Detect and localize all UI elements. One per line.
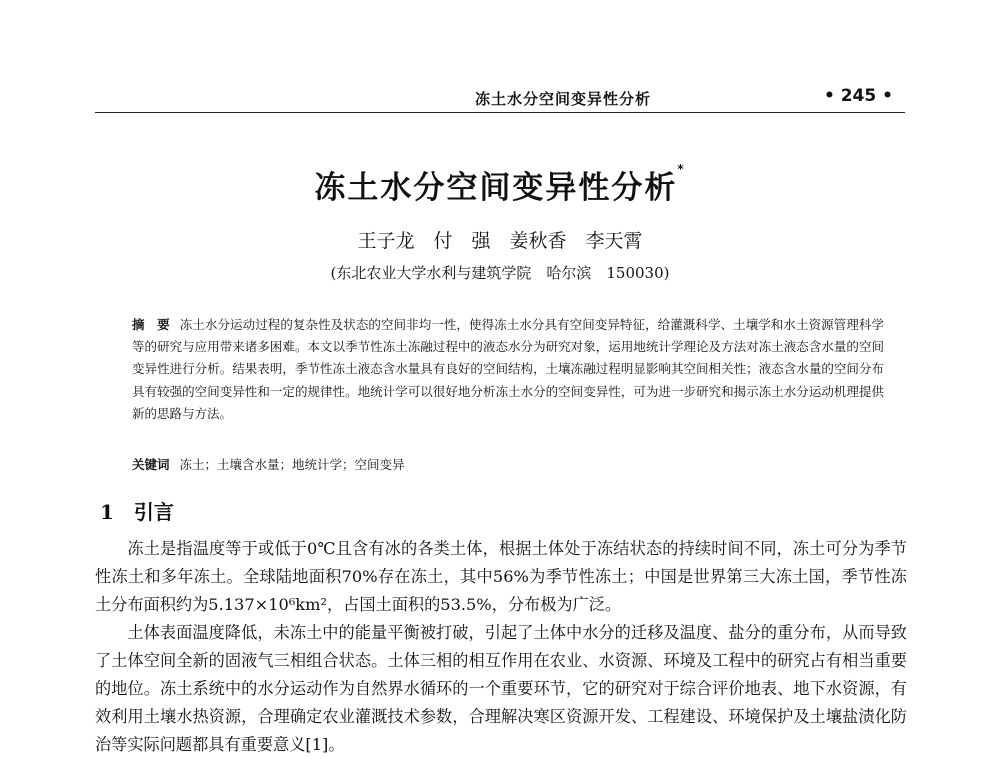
- paper-title: [0, 162, 1000, 207]
- paragraph: 冻土是指温度等于或低于0℃且含有冰的各类土体，根据土体处于冻结状态的持续时间不同，冻土可分为季节性冻土和多年冻土。全球陆地面积70%存在冻土，其中56%为季节性冻土；中国是世界第三大冻土国，季节性冻土分布面积约为5.137×10⁶km²，占国土面积的53.5%，分布极为广泛。: [95, 539, 907, 614]
- keywords-text: 冻土；土壤含水量；地统计学；空间变异: [179, 457, 405, 472]
- keywords-label: 关键词: [132, 457, 170, 472]
- affiliation: (东北农业大学水利与建筑学院 哈尔滨 150030): [330, 264, 670, 282]
- abstract-text: 冻土水分运动过程的复杂性及状态的空间非均一性，使得冻土水分具有空间变异特征，给灌溉科学、土壤学和水土资源管理科学等的研究与应用带来诸多困难。本文以季节性冻土冻融过程中的液态水分为研究对象，运用地统计学理论及方法对冻土液态含水量的空间变异性进行分析。结果表明，季节性冻土液态含水量具有良好的空间结构，土壤冻融过程明显影响其空间相关性；液态含水量的空间分布具有较强的空间变异性和一定的规律性。地统计学可以很好地分析冻土水分的空间变异性，可为进一步研究和揭示冻土水分运动机理提供新的思路与方法。: [132, 317, 884, 421]
- body-text: [95, 535, 907, 759]
- title-footnote-mark: *: [677, 162, 686, 176]
- section-heading: 1 引言: [100, 500, 174, 524]
- paragraph: 土体表面温度降低，未冻土中的能量平衡被打破，引起了土体中水分的迁移及温度、盐分的重分布，从而导致了土体空间全新的固液气三相组合状态。土体三相的相互作用在农业、水资源、环境及工程中的研究占有相当重要的地位。冻土系统中的水分运动作为自然界水循环的一个重要环节，它的研究对于综合评价地表、地下水资源，有效利用土壤水热资源，合理确定农业灌溉技术参数，合理解决寒区资源开发、工程建设、环境保护及土壤盐渍化防治等实际问题都具有重要意义[1]。: [95, 623, 907, 754]
- title-text: 冻土水分空间变异性分析: [314, 170, 678, 206]
- page-number: • 245 •: [823, 86, 893, 106]
- abstract: [132, 314, 884, 425]
- authors: 王子龙 付 强 姜秋香 李天霄: [357, 230, 643, 252]
- abstract-label: 摘 要: [132, 317, 170, 332]
- running-title: 冻土水分空间变异性分析: [475, 90, 652, 108]
- keywords: [132, 455, 884, 473]
- running-header: [95, 84, 905, 113]
